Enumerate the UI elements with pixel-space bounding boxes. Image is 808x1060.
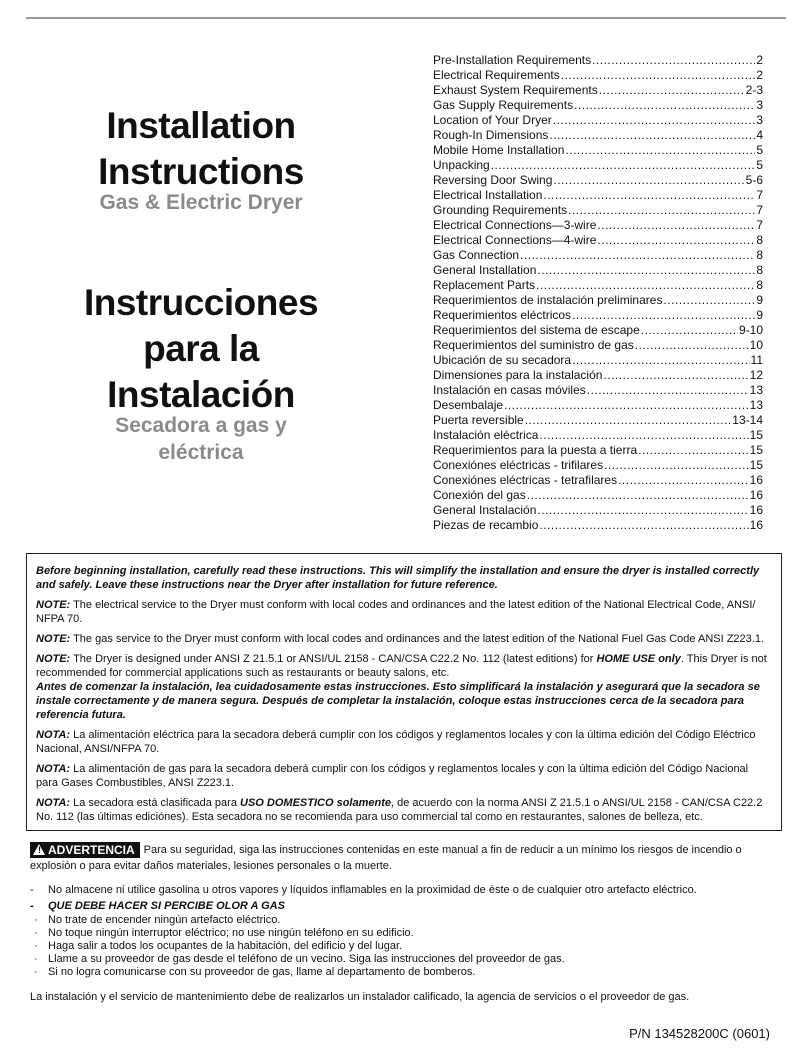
nota-uso-domestico [36, 796, 771, 824]
toc-entry-label: Gas Connection [433, 248, 520, 262]
toc-entry [433, 68, 763, 83]
warning-exclamation: ! [38, 845, 41, 855]
gas-odor-step-text: Haga salir a todos los ocupantes de la habitación, del edificio y del lugar. [48, 940, 403, 952]
toc-entry [433, 128, 763, 143]
toc-entry-page: 5-6 [745, 173, 763, 187]
toc-entry [433, 323, 763, 338]
toc-entry-page: 12 [749, 368, 763, 382]
spanish-intro: Antes de comenzar la instalación, lea cuidadosamente estas instrucciones. Esto simplificará la instalación y asegurará que la secadora se instale correctamente y de manera segura. Después de completar la instalación, coloque estas instrucciones cerca de la secadora para referencia futura. [36, 681, 760, 721]
part-number: P/N 134528200C (0601) [629, 1026, 770, 1041]
bullet-marker: · [34, 953, 38, 965]
note-home-use [36, 652, 771, 680]
notice-box [26, 553, 782, 831]
toc-leader-dots [543, 188, 755, 203]
toc-entry [433, 413, 763, 428]
final-paragraph: La instalación y el servicio de mantenimiento debe de realizarlos un instalador calificado, la agencia de servicios o el proveedor de gas. [30, 991, 690, 1003]
toc-entry-page: 9-10 [738, 323, 763, 337]
toc-entry-label: Electrical Connections—4-wire [433, 233, 597, 247]
toc-entry-label: Conexión del gas [433, 488, 526, 502]
toc-entry-page: 16 [749, 473, 763, 487]
nota-uso-text-b: , de acuerdo con la norma ANSI Z 21.5.1 o ANSI/UL 2158 - CAN/CSA C22.2 No. 112 (las últimas ediciónes). Esta secadora no se recomienda para uso commercial tal como en restaurantes, salones de belleza, etc. [36, 797, 763, 823]
toc-entry [433, 503, 763, 518]
toc-entry-page: 15 [749, 458, 763, 472]
toc-entry [433, 203, 763, 218]
toc-leader-dots [561, 68, 756, 83]
toc-leader-dots [520, 248, 755, 263]
toc-leader-dots [663, 293, 755, 308]
toc-entry [433, 278, 763, 293]
toc-entry-page: 7 [756, 218, 763, 232]
subtitulo-secadora-line1: Secadora a gas y [115, 414, 287, 437]
gas-odor-heading: QUE DEBE HACER SI PERCIBE OLOR A GAS [48, 900, 285, 912]
toc-entry-label: Requerimientos del sistema de escape [433, 323, 640, 337]
note-label: NOTE: [36, 653, 71, 665]
warning-text: Para su seguridad, siga las instrucciones contenidas en este manual a fin de reducir a un mínimo los riesgos de incendio o explosión o para evitar daños materiales, lesiones personales o la muerte. [30, 844, 742, 872]
english-title-block [56, 103, 346, 216]
toc-entry-page: 8 [756, 248, 763, 262]
title-instructions: Instructions [98, 151, 304, 192]
toc-leader-dots [635, 338, 749, 353]
toc-entry-label: Electrical Requirements [433, 68, 560, 82]
warning-item-text: No almacene ni utilice gasolina u otros vapores y líquidos inflamables en la proximidad de éste o de cualquier otro artefacto eléctrico. [48, 884, 697, 896]
toc-entry [433, 248, 763, 263]
toc-entry-label: Grounding Requirements [433, 203, 568, 217]
toc-entry-label: Electrical Connections—3-wire [433, 218, 597, 232]
toc-entry-label: Requerimientos para la puesta a tierra [433, 443, 638, 457]
note-electrical-text: The electrical service to the Dryer must conform with local codes and ordinances and the latest edition of the National Electrical Code, ANSI/ NFPA 70. [36, 599, 756, 625]
toc-leader-dots [565, 143, 755, 158]
titulo-para-la: para la [143, 328, 259, 369]
toc-leader-dots [574, 98, 755, 113]
gas-odor-step [30, 966, 780, 979]
toc-entry [433, 383, 763, 398]
note-gas [36, 632, 771, 646]
toc-entry-label: Instalación en casas móviles [433, 383, 586, 397]
toc-leader-dots [549, 128, 755, 143]
toc-entry-label: Unpacking [433, 158, 490, 172]
top-rule [26, 17, 786, 19]
toc-entry [433, 158, 763, 173]
toc-leader-dots [539, 518, 748, 533]
toc-entry-page: 16 [749, 488, 763, 502]
toc-leader-dots [536, 278, 755, 293]
dash-marker: - [30, 884, 34, 896]
toc-entry [433, 53, 763, 68]
toc-entry-page: 8 [756, 233, 763, 247]
toc-entry-page: 8 [756, 278, 763, 292]
gas-odor-step-text: Si no logra comunicarse con su proveedor de gas, llame al departamento de bomberos. [48, 966, 476, 978]
toc-entry-label: Replacement Parts [433, 278, 536, 292]
gas-odor-step [30, 940, 780, 953]
toc-entry-label: Location of Your Dryer [433, 113, 552, 127]
toc-leader-dots [641, 323, 738, 338]
toc-entry-label: Puerta reversible [433, 413, 524, 427]
toc-entry-page: 10 [749, 338, 763, 352]
toc-leader-dots [603, 368, 748, 383]
nota-uso-emphasis: USO DOMESTICO solamente [240, 797, 391, 809]
spanish-title-block [56, 280, 346, 466]
bullet-marker: · [34, 966, 38, 978]
warning-paragraph [30, 842, 780, 874]
toc-entry-label: Ubicación de su secadora [433, 353, 572, 367]
english-intro: Before beginning installation, carefully read these instructions. This will simplify the installation and ensure the dryer is installed correctly and safely. Leave these instructions near the Dryer after installation for future reference. [36, 565, 760, 591]
warning-item-gasoline [30, 882, 780, 898]
toc-entry-page: 8 [756, 263, 763, 277]
toc-entry [433, 113, 763, 128]
toc-leader-dots [537, 263, 755, 278]
toc-entry-page: 13 [749, 398, 763, 412]
toc-entry-label: Rough-In Dimensions [433, 128, 549, 142]
toc-leader-dots [527, 488, 749, 503]
toc-entry-label: General Instalación [433, 503, 537, 517]
toc-entry [433, 518, 763, 533]
warning-triangle-icon [33, 844, 45, 855]
toc-entry-label: Exhaust System Requirements [433, 83, 598, 97]
nota-label: NOTA: [36, 763, 71, 775]
note-gas-text: The gas service to the Dryer must conform with local codes and ordinances and the latest edition of the National Fuel Gas Code ANSI Z223.1. [70, 633, 765, 645]
gas-odor-heading-row [30, 898, 780, 914]
bullet-marker: · [34, 940, 38, 952]
toc-entry [433, 293, 763, 308]
toc-leader-dots [572, 308, 755, 323]
toc-leader-dots [587, 383, 749, 398]
toc-entry-page: 3 [756, 98, 763, 112]
toc-entry [433, 83, 763, 98]
toc-entry-label: Mobile Home Installation [433, 143, 565, 157]
toc-entry [433, 98, 763, 113]
toc-entry-page: 2-3 [745, 83, 763, 97]
toc-entry-page: 9 [756, 308, 763, 322]
toc-leader-dots [604, 458, 749, 473]
toc-entry-page: 5 [756, 158, 763, 172]
toc-entry [433, 338, 763, 353]
gas-odor-step-text: No trate de encender ningún artefacto eléctrico. [48, 914, 281, 926]
gas-odor-step-text: Llame a su proveedor de gas desde el teléfono de un vecino. Siga las instrucciones del proveedor de gas. [48, 953, 565, 965]
toc-entry-page: 5 [756, 143, 763, 157]
toc-leader-dots [553, 173, 744, 188]
toc-entry-label: Desembalaje [433, 398, 504, 412]
toc-entry-page: 7 [756, 188, 763, 202]
toc-entry [433, 353, 763, 368]
toc-entry-label: Requerimientos eléctricos [433, 308, 572, 322]
warning-section [30, 842, 780, 1016]
nota-label: NOTA: [36, 797, 71, 809]
toc-entry-label: Instalación eléctrica [433, 428, 539, 442]
toc-entry [433, 188, 763, 203]
toc-entry-page: 7 [756, 203, 763, 217]
toc-entry-page: 2 [756, 53, 763, 67]
nota-uso-text-a: La secadora está clasificada para [70, 797, 241, 809]
toc-entry [433, 143, 763, 158]
toc-entry-label: General Installation [433, 263, 537, 277]
toc-leader-dots [504, 398, 749, 413]
nota-electrica-text: La alimentación eléctrica para la secadora deberá cumplir con los códigos y reglamentos locales y con la última edición del Código Eléctrico Nacional, ANSI/NFPA 70. [36, 729, 756, 755]
dash-marker: - [30, 900, 34, 912]
gas-odor-step-text: No toque ningún interruptor eléctrico; no use ningún teléfono en su edificio. [48, 927, 414, 939]
note-label: NOTE: [36, 599, 71, 611]
toc-entry [433, 443, 763, 458]
toc-leader-dots [638, 443, 749, 458]
toc-entry-label: Dimensiones para la instalación [433, 368, 603, 382]
toc-entry-label: Conexiónes eléctricas - trifilares [433, 458, 604, 472]
note-home-use-text-a: The Dryer is designed under ANSI Z 21.5.1 or ANSI/UL 2158 - CAN/CSA C22.2 No. 112 (latest editions) for [70, 653, 597, 665]
toc-entry [433, 233, 763, 248]
bullet-marker: · [34, 927, 38, 939]
toc-leader-dots [553, 113, 756, 128]
toc-entry [433, 458, 763, 473]
toc-entry [433, 173, 763, 188]
note-electrical [36, 598, 771, 626]
toc-entry-page: 9 [756, 293, 763, 307]
bullet-marker: · [34, 914, 38, 926]
toc-entry-label: Electrical Installation [433, 188, 543, 202]
toc-entry [433, 263, 763, 278]
toc-leader-dots [568, 203, 755, 218]
toc-leader-dots [525, 413, 732, 428]
toc-leader-dots [597, 218, 755, 233]
toc-entry [433, 398, 763, 413]
toc-entry-page: 16 [749, 503, 763, 517]
toc-entry-page: 2 [756, 68, 763, 82]
toc-entry-page: 15 [749, 443, 763, 457]
toc-entry-label: Conexiónes eléctricas - tetrafilares [433, 473, 618, 487]
toc-entry [433, 428, 763, 443]
toc-leader-dots [539, 428, 748, 443]
titulo-instrucciones: Instrucciones [83, 282, 319, 323]
toc-entry-label: Requerimientos del suministro de gas [433, 338, 634, 352]
advertencia-badge [30, 842, 140, 858]
toc-entry-page: 16 [749, 518, 763, 532]
note-home-use-emphasis: HOME USE only [596, 653, 681, 665]
toc-leader-dots [592, 53, 755, 68]
toc-entry-page: 4 [756, 128, 763, 142]
gas-odor-step [30, 927, 780, 940]
note-home-use-text-b: . This Dryer is not recommended for commercial applications such as restaurants or beauty salons, etc. [36, 653, 767, 679]
toc-leader-dots [597, 233, 755, 248]
table-of-contents [433, 53, 763, 533]
toc-entry [433, 488, 763, 503]
subtitle-gas-electric-dryer: Gas & Electric Dryer [99, 191, 303, 214]
toc-entry [433, 308, 763, 323]
toc-entry-page: 11 [750, 353, 763, 367]
toc-entry [433, 218, 763, 233]
toc-leader-dots [599, 83, 745, 98]
toc-entry-page: 15 [749, 428, 763, 442]
toc-entry [433, 473, 763, 488]
toc-entry-label: Requerimientos de instalación preliminares [433, 293, 663, 307]
toc-entry [433, 368, 763, 383]
toc-entry-label: Piezas de recambio [433, 518, 539, 532]
note-label: NOTE: [36, 633, 71, 645]
toc-entry-label: Reversing Door Swing [433, 173, 553, 187]
advertencia-label: ADVERTENCIA [48, 843, 135, 857]
title-installation: Installation [106, 105, 296, 146]
toc-entry-page: 13 [749, 383, 763, 397]
nota-gas [36, 762, 771, 790]
toc-leader-dots [491, 158, 756, 173]
gas-odor-step [30, 953, 780, 966]
nota-gas-text: La alimentación de gas para la secadora deberá cumplir con los códigos y reglamentos locales y con la última edición del Código Nacional para Gases Combustibles, ANSI Z223.1. [36, 763, 749, 789]
nota-label: NOTA: [36, 729, 71, 741]
nota-electrica [36, 728, 771, 756]
titulo-instalacion: Instalación [107, 374, 295, 415]
subtitulo-secadora-line2: eléctrica [158, 441, 244, 464]
toc-entry-label: Pre-Installation Requirements [433, 53, 592, 67]
gas-odor-step [30, 914, 780, 927]
toc-entry-page: 3 [756, 113, 763, 127]
toc-leader-dots [537, 503, 748, 518]
gas-odor-steps [30, 914, 780, 979]
toc-leader-dots [618, 473, 749, 488]
toc-entry-label: Gas Supply Requirements [433, 98, 574, 112]
toc-entry-page: 13-14 [732, 413, 763, 427]
toc-leader-dots [572, 353, 749, 368]
